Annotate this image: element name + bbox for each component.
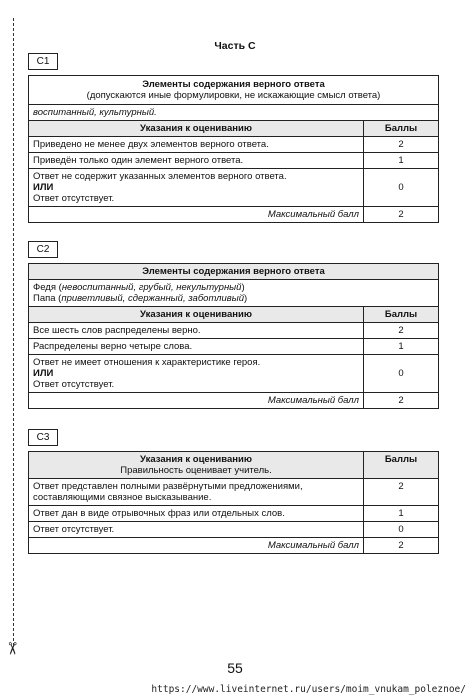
c1-row-3-line-2: Ответ отсутствует. [33, 193, 115, 204]
c1-row-3-or: ИЛИ [33, 182, 54, 193]
c2-row-3-text [29, 355, 364, 393]
c2-row-2-text: Распределены верно четыре слова. [29, 339, 364, 355]
c3-row-3-text: Ответ отсутствует. [29, 522, 364, 538]
task-tag-c2: С2 [28, 241, 58, 258]
c1-answer: воспитанный, культурный. [29, 105, 439, 121]
c3-table [28, 451, 439, 554]
c3-row-3-score: 0 [364, 522, 439, 538]
c1-score-header: Баллы [364, 121, 439, 137]
c2-row-3-score: 0 [364, 355, 439, 393]
c1-max-score: 2 [364, 207, 439, 223]
c2-header: Элементы содержания верного ответа [29, 264, 439, 280]
c1-table [28, 75, 439, 223]
c2-max-label: Максимальный балл [29, 393, 364, 409]
c1-row-1-text: Приведено не менее двух элементов верного ответа. [29, 137, 364, 153]
task-tag-c3: С3 [28, 429, 58, 446]
c2-row-2-score: 1 [364, 339, 439, 355]
page-number: 55 [227, 660, 243, 676]
c1-row-3-line-1: Ответ не содержит указанных элементов верного ответа. [33, 171, 287, 182]
c2-answer-cell [29, 280, 439, 307]
c1-header-cell [29, 76, 439, 105]
c2-answer-1-words: невоспитанный, грубый, некультурный [61, 282, 242, 293]
part-title: Часть С [214, 40, 256, 52]
c1-row-3-text [29, 169, 364, 207]
c2-row-1-text: Все шесть слов распределены верно. [29, 323, 364, 339]
c2-row-3-line-2: Ответ отсутствует. [33, 379, 115, 390]
c2-max-score: 2 [364, 393, 439, 409]
c2-table [28, 263, 439, 409]
footer-url: https://www.liveinternet.ru/users/moim_vnukam_poleznoe/ [151, 684, 466, 695]
scissors-icon: ✂ [1, 641, 22, 656]
c1-subheader: (допускаются иные формулировки, не искажающие смысл ответа) [86, 90, 381, 101]
c2-answer-2-name: Папа [33, 293, 56, 304]
c3-max-score: 2 [364, 538, 439, 554]
c1-header: Элементы содержания верного ответа [142, 79, 325, 90]
c3-row-1-score: 2 [364, 479, 439, 506]
c1-criteria-header: Указания к оцениванию [29, 121, 364, 137]
cut-line [13, 18, 14, 646]
c2-score-header: Баллы [364, 307, 439, 323]
c2-row-3-line-1: Ответ не имеет отношения к характеристике героя. [33, 357, 261, 368]
c1-row-1-score: 2 [364, 137, 439, 153]
c1-row-2-text: Приведён только один элемент верного ответа. [29, 153, 364, 169]
c2-answer-2-words: приветливый, сдержанный, заботливый [61, 293, 245, 304]
c2-answer-2: Папа (приветливый, сдержанный, заботливый) [33, 293, 248, 304]
c1-row-2-score: 1 [364, 153, 439, 169]
task-tag-c1: С1 [28, 53, 58, 70]
c3-criteria-header: Указания к оцениванию [140, 454, 252, 465]
c2-criteria-header: Указания к оцениванию [29, 307, 364, 323]
c1-row-3-score: 0 [364, 169, 439, 207]
c1-max-label: Максимальный балл [29, 207, 364, 223]
c3-criteria-header-cell [29, 452, 364, 479]
c3-max-label: Максимальный балл [29, 538, 364, 554]
c3-score-header: Баллы [364, 452, 439, 479]
c2-row-1-score: 2 [364, 323, 439, 339]
c2-answer-1: Федя (невоспитанный, грубый, некультурный) [33, 282, 245, 293]
c2-answer-1-name: Федя [33, 282, 56, 293]
c2-row-3-or: ИЛИ [33, 368, 54, 379]
c3-criteria-sub: Правильность оценивает учитель. [120, 465, 272, 476]
c3-row-2-score: 1 [364, 506, 439, 522]
c3-row-1-text: Ответ представлен полными развёрнутыми предложениями, составляющими связное высказывание. [29, 479, 364, 506]
c3-row-2-text: Ответ дан в виде отрывочных фраз или отдельных слов. [29, 506, 364, 522]
